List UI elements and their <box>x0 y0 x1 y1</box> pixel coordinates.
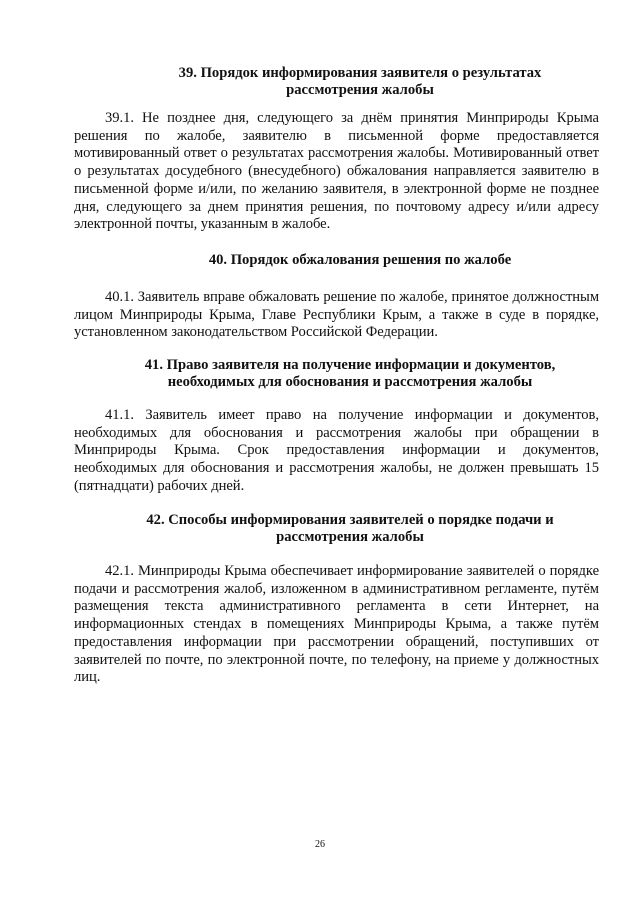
section-41-heading-line2: необходимых для обоснования и рассмотрения жалобы <box>167 374 533 390</box>
section-39-heading-line1: 39. Порядок информирования заявителя о результатах <box>178 65 542 81</box>
section-39-heading-line2: рассмотрения жалобы <box>286 82 434 98</box>
section-40-paragraph: 40.1. Заявитель вправе обжаловать решение по жалобе, принятое должностным лицом Минприроды Крыма, Главе Республики Крым, а также в суде в порядке, установленном законодательством Российской Федерации. <box>74 289 599 341</box>
section-41-heading <box>100 357 600 391</box>
section-42-heading-line1: 42. Способы информирования заявителей о порядке подачи и <box>146 512 554 528</box>
section-40-heading <box>150 252 570 269</box>
section-40-heading-line1: 40. Порядок обжалования решения по жалобе <box>208 252 512 268</box>
section-42-heading-line2: рассмотрения жалобы <box>276 529 424 545</box>
section-42-heading <box>100 512 600 546</box>
section-41-heading-line1: 41. Право заявителя на получение информации и документов, <box>144 357 556 373</box>
section-39-paragraph: 39.1. Не позднее дня, следующего за днём принятия Минприроды Крыма решения по жалобе, заявителю в письменной форме предоставляется мотивированный ответ о результатах рассмотрения жалобы. Мотивированный ответ о результатах досудебного (внесудебного) обжалования направляется заявителю в письменной форме и/или, по желанию заявителя, в электронной форме не позднее дня, следующего за днем принятия решения, по почтовому адресу и/или адресу электронной почты, указанным в жалобе. <box>74 110 599 233</box>
section-42-paragraph: 42.1. Минприроды Крыма обеспечивает информирование заявителей о порядке подачи и рассмотрения жалоб, изложенном в административном регламенте, путём размещения текста административного регламента в сети Интернет, на информационных стендах в помещениях Минприроды Крыма, а также путём предоставления информации при рассмотрении обращений, поступивших от заявителей по почте, по электронной почте, по телефону, на приеме у должностных лиц. <box>74 563 599 686</box>
section-41-paragraph: 41.1. Заявитель имеет право на получение информации и документов, необходимых для обоснования и рассмотрения жалобы при обращении в Минприроды Крыма. Срок предоставления информации и документов, необходимых для обоснования и рассмотрения жалобы, не должен превышать 15 (пятнадцати) рабочих дней. <box>74 407 599 494</box>
section-39-heading <box>150 65 570 99</box>
page-number: 26 <box>315 839 325 850</box>
